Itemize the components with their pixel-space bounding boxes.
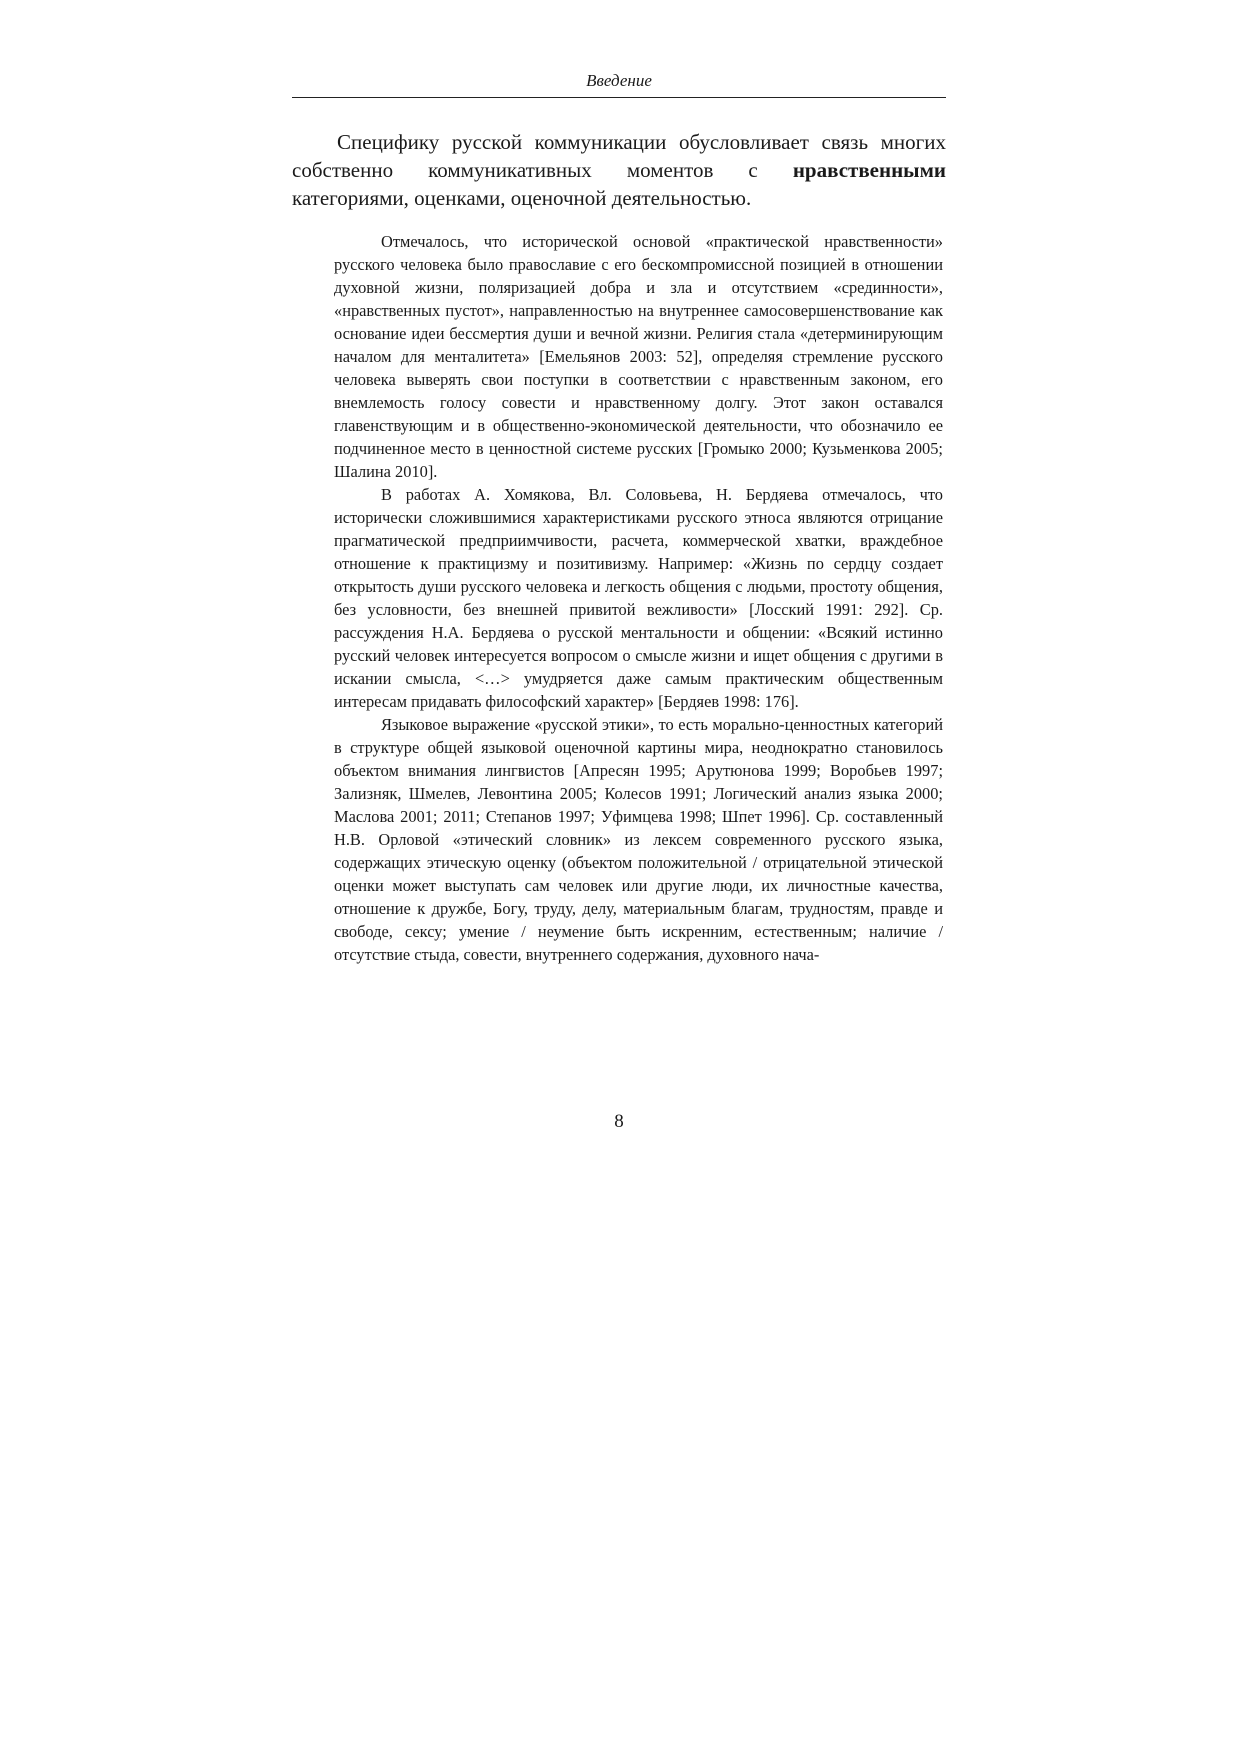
paragraph-1: Отмечалось, что исторической основой «практической нравственности» русского человека было православие с его бескомпромиссной позицией в отношении духовной жизни, поляризацией добра и зла и отсутствием «срединности», «нравственных пустот», направленностью на внутреннее самосовершенствование как основание идеи бессмертия души и вечной жизни. Религия стала «детерминирующим началом для менталитета» [Емельянов 2003: 52], определяя стремление русского человека выверять свои поступки в соответствии с нравственным законом, его внемлемость голосу совести и нравственному долгу. Этот закон оставался главенствующим и в общественно-экономической деятельности, что обозначило ее подчиненное место в ценностной системе русских [Громыко 2000; Кузьменкова 2005; Шалина 2010].: [334, 232, 943, 481]
page-number: 8: [614, 1111, 624, 1132]
paragraph-3: Языковое выражение «русской этики», то есть морально-ценностных категорий в структуре общей языковой оценочной картины мира, неоднократно становилось объектом внимания лингвистов [Апресян 1995; Арутюнова 1999; Воробьев 1997; Зализняк, Шмелев, Левонтина 2005; Колесов 1991; Логический анализ языка 2000; Маслова 2001; 2011; Степанов 1997; Уфимцева 1998; Шпет 1996]. Ср. составленный Н.В. Орловой «этический словник» из лексем современного русского языка, содержащих этическую оценку (объектом положительной / отрицательной этической оценки может выступать сам человек или другие люди, их личностные качества, отношение к дружбе, Богу, труду, делу, материальным благам, трудностям, правде и свободе, сексу; умение / неумение быть искренним, естественным; наличие / отсутствие стыда, совести, внутреннего содержания, духовного нача-: [334, 715, 943, 964]
lead-paragraph: [292, 128, 946, 212]
lead-text-start: Специфику русской коммуникации обусловливает связь многих собственно коммуникативных моментов с: [292, 130, 946, 182]
header-rule: [292, 97, 946, 98]
lead-text-end: категориями, оценками, оценочной деятельностью.: [292, 186, 752, 210]
paragraph-2: В работах А. Хомякова, Вл. Соловьева, Н. Бердяева отмечалось, что исторически сложившимися характеристиками русского этноса являются отрицание прагматической предприимчивости, расчета, коммерческой хватки, враждебное отношение к практицизму и позитивизму. Например: «Жизнь по сердцу создает открытость души русского человека и легкость общения с людьми, простоту общения, без условности, без внешней привитой вежливости» [Лосский 1991: 292]. Ср. рассуждения Н.А. Бердяева о русской ментальности и общении: «Всякий истинно русский человек интересуется вопросом о смысле жизни и ищет общения с другими в искании смысла, <…> умудряется даже самым практическим общественным интересам придавать философский характер» [Бердяев 1998: 176].: [334, 485, 943, 711]
running-head: Введение: [586, 71, 652, 90]
body-text: [334, 230, 943, 966]
lead-bold-term: нравственными: [792, 158, 946, 182]
